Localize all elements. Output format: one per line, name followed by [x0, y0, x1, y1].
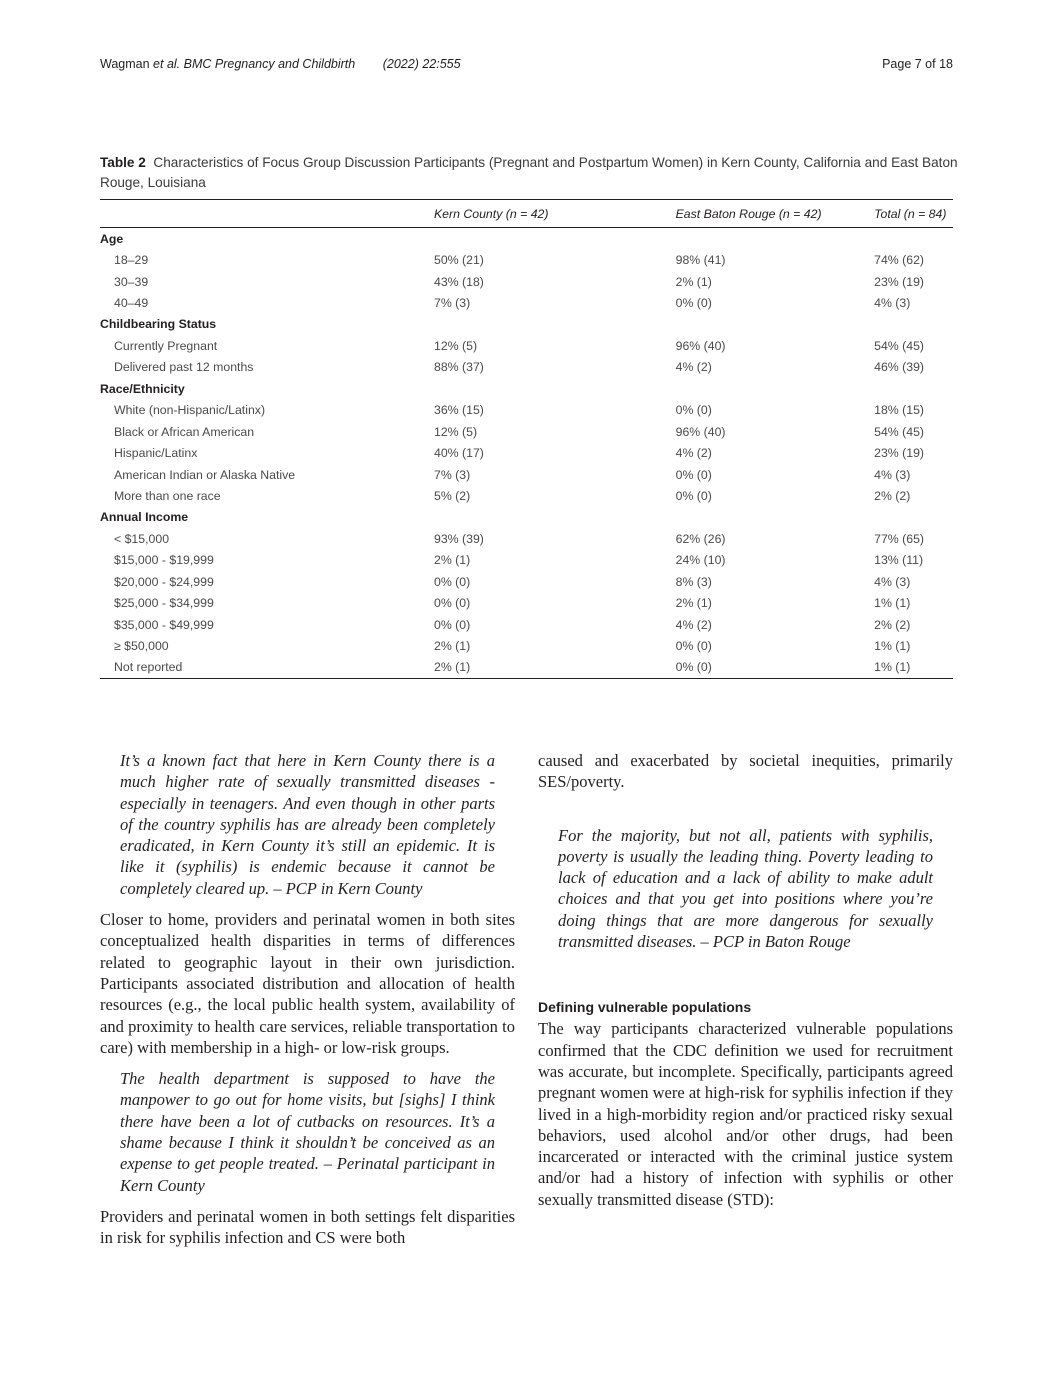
table-cell-ebr: 2% (1) [675, 274, 712, 289]
table-row [100, 550, 953, 571]
table-cell-kern: 0% (0) [433, 596, 471, 611]
table-cell-total: 1% (1) [874, 596, 911, 611]
table-cell-kern: 88% (37) [433, 360, 484, 375]
table-cell-ebr: 0% (0) [675, 660, 712, 675]
table-cell-ebr: 4% (2) [675, 617, 712, 632]
table-row [100, 421, 953, 442]
table-cell-ebr: 98% (41) [675, 253, 726, 268]
table-cell-ebr: 0% (0) [675, 639, 712, 654]
table-body [100, 228, 953, 679]
paragraph-societal: caused and exacerbated by societal inequities, primarily SES/poverty. [538, 751, 953, 792]
table-cell-total: 23% (19) [874, 274, 925, 289]
table-section-row [100, 378, 953, 399]
table-cell-total: 4% (3) [874, 467, 911, 482]
table-cell-kern: 12% (5) [433, 424, 478, 439]
year-volume: (2022) 22:555 [382, 57, 461, 71]
table-cell-total: 4% (3) [874, 574, 911, 589]
table-cell-label: Hispanic/Latinx [114, 446, 198, 461]
table-row [100, 442, 953, 463]
table-cell-ebr: 62% (26) [675, 531, 726, 546]
table-cell-total: 46% (39) [874, 360, 925, 375]
column-header-label [100, 200, 434, 228]
table-cell-kern: 40% (17) [433, 446, 484, 461]
table-cell-label: Not reported [114, 660, 183, 675]
table-cell-kern: 2% (1) [433, 639, 471, 654]
table-cell-label: 30–39 [114, 274, 149, 289]
table-cell-label: $25,000 - $34,999 [114, 596, 214, 611]
body-column-right [538, 750, 953, 1210]
table-section-row [100, 507, 953, 528]
table-label: Table 2 [100, 155, 146, 170]
table-cell-kern: 7% (3) [433, 467, 471, 482]
table-cell-total: 1% (1) [874, 639, 911, 654]
table-header-row [100, 200, 953, 228]
table-cell-ebr: 96% (40) [675, 338, 726, 353]
table-cell-label: Black or African American [114, 424, 255, 439]
table-section-row [100, 228, 953, 250]
table-row [100, 635, 953, 656]
participants-table [100, 199, 953, 679]
table-row [100, 271, 953, 292]
paragraph-geographic: Closer to home, providers and perinatal women in both sites conceptualized health disparities in terms of differences related to geographic layout in their own jurisdiction. Participants associated distribution and allocation of health resources (e.g., the local public health system, availability of and proximity to health care services, reliable transportation to care) with membership in a high- or low-risk groups. [100, 910, 515, 1057]
journal-citation [100, 57, 461, 71]
table-cell-kern: 0% (0) [433, 574, 471, 589]
table-cell-kern: 43% (18) [433, 274, 484, 289]
table-cell-ebr: 0% (0) [675, 403, 712, 418]
table-row [100, 657, 953, 679]
table-cell-ebr: 96% (40) [675, 424, 726, 439]
table-cell-total: 23% (19) [874, 446, 925, 461]
table-cell-total: 74% (62) [874, 253, 925, 268]
table-cell-kern: 5% (2) [433, 488, 471, 503]
table-cell-ebr: 0% (0) [675, 467, 712, 482]
table-cell-label: $15,000 - $19,999 [114, 553, 214, 568]
table-cell-label: Delivered past 12 months [114, 360, 254, 375]
table-cell-label: More than one race [114, 488, 221, 503]
table-section-label: Childbearing Status [100, 317, 217, 332]
table-cell-total: 4% (3) [874, 296, 911, 311]
table-row [100, 485, 953, 506]
table-cell-ebr: 4% (2) [675, 446, 712, 461]
table-cell-total: 54% (45) [874, 338, 925, 353]
table-cell-label: 40–49 [114, 296, 149, 311]
table-cell-ebr: 4% (2) [675, 360, 712, 375]
table-cell-kern: 2% (1) [433, 660, 471, 675]
table-cell-ebr: 8% (3) [675, 574, 712, 589]
paragraph-disparities: Providers and perinatal women in both settings felt disparities in risk for syphilis infection and CS were both [100, 1206, 515, 1248]
journal-name: et al. BMC Pregnancy and Childbirth [153, 57, 356, 71]
table-cell-kern: 12% (5) [433, 338, 478, 353]
quote-pcp-baton-rouge: For the majority, but not all, patients with syphilis, poverty is usually the leading thing. Poverty leading to lack of education and a lack of ability to make adult choices and that you get into positions where you’re doing things that are more dangerous for sexually transmitted diseases. – PCP in Baton Rouge [558, 825, 933, 952]
section-heading: Defining vulnerable populations [538, 999, 752, 1016]
table-section-label: Race/Ethnicity [100, 381, 185, 396]
table-row [100, 571, 953, 592]
table-cell-kern: 2% (1) [433, 553, 471, 568]
table-row [100, 614, 953, 635]
table-row [100, 464, 953, 485]
table-cell-ebr: 0% (0) [675, 296, 712, 311]
table-row [100, 528, 953, 549]
table-cell-total: 13% (11) [874, 553, 924, 568]
paragraph-vulnerable: The way participants characterized vulnerable populations confirmed that the CDC definition we used for recruitment was accurate, but incomplete. Specifically, participants agreed pregnant women were at high-risk for syphilis infection if they lived in a high-morbidity region and/or practiced risky sexual behaviors, used alcohol and/or other drugs, had been incarcerated or interacted with the criminal justice system and/or had a history of infection with syphilis or other sexually transmitted disease (STD): [538, 1019, 953, 1209]
table-cell-total: 18% (15) [874, 403, 925, 418]
table-section-label: Age [100, 231, 124, 246]
table-cell-ebr: 0% (0) [675, 488, 712, 503]
table-cell-total: 1% (1) [874, 660, 911, 675]
table-row [100, 400, 953, 421]
table-cell-ebr: 2% (1) [675, 596, 712, 611]
table-caption [100, 153, 960, 193]
table-row [100, 335, 953, 356]
table-caption-text: Characteristics of Focus Group Discussion Participants (Pregnant and Postpartum Women) in Kern County, California and East Baton Rouge, Louisiana [100, 155, 958, 190]
page-number: Page 7 of 18 [882, 57, 953, 71]
table-cell-total: 54% (45) [874, 424, 925, 439]
table-row [100, 292, 953, 313]
table-cell-kern: 93% (39) [433, 531, 484, 546]
table-section-label: Annual Income [100, 510, 189, 525]
body-column-left [100, 750, 515, 1249]
table-row [100, 357, 953, 378]
table-row [100, 249, 953, 270]
table-cell-kern: 7% (3) [433, 296, 471, 311]
table-cell-label: < $15,000 [114, 531, 170, 546]
table-section-row [100, 314, 953, 335]
quote-perinatal-kern: The health department is supposed to have the manpower to go out for home visits, but [sighs] I think there have been a lot of cutbacks on resources. It’s a shame because I think it shouldn’t be conceived as an expense to get people treated. – Perinatal participant in Kern County [120, 1069, 495, 1195]
table-cell-label: $35,000 - $49,999 [114, 617, 214, 632]
table-cell-label: American Indian or Alaska Native [114, 467, 296, 482]
author-names: Wagman [100, 57, 150, 71]
column-header-ebr: East Baton Rouge (n = 42) [675, 206, 822, 221]
table-cell-ebr: 24% (10) [675, 553, 726, 568]
table-row [100, 592, 953, 613]
table-cell-label: $20,000 - $24,999 [114, 574, 214, 589]
table-cell-kern: 50% (21) [433, 253, 484, 268]
table-cell-label: ≥ $50,000 [114, 639, 169, 654]
table-cell-kern: 36% (15) [433, 403, 484, 418]
table-cell-total: 77% (65) [874, 531, 925, 546]
table-cell-label: White (non-Hispanic/Latinx) [114, 403, 266, 418]
table-cell-total: 2% (2) [874, 488, 911, 503]
column-header-total: Total (n = 84) [874, 206, 947, 221]
table-cell-label: Currently Pregnant [114, 338, 218, 353]
table-cell-total: 2% (2) [874, 617, 911, 632]
table-cell-label: 18–29 [114, 253, 149, 268]
quote-pcp-kern: It’s a known fact that here in Kern County there is a much higher rate of sexually transmitted diseases - especially in teenagers. And even though in other parts of the country syphilis has are already been completely eradicated, in Kern County it’s still an epidemic. It is like it (syphilis) is endemic because it cannot be completely cleared up. – PCP in Kern County [120, 751, 495, 898]
column-header-kern: Kern County (n = 42) [433, 206, 549, 221]
running-header [100, 57, 953, 75]
table-cell-kern: 0% (0) [433, 617, 471, 632]
